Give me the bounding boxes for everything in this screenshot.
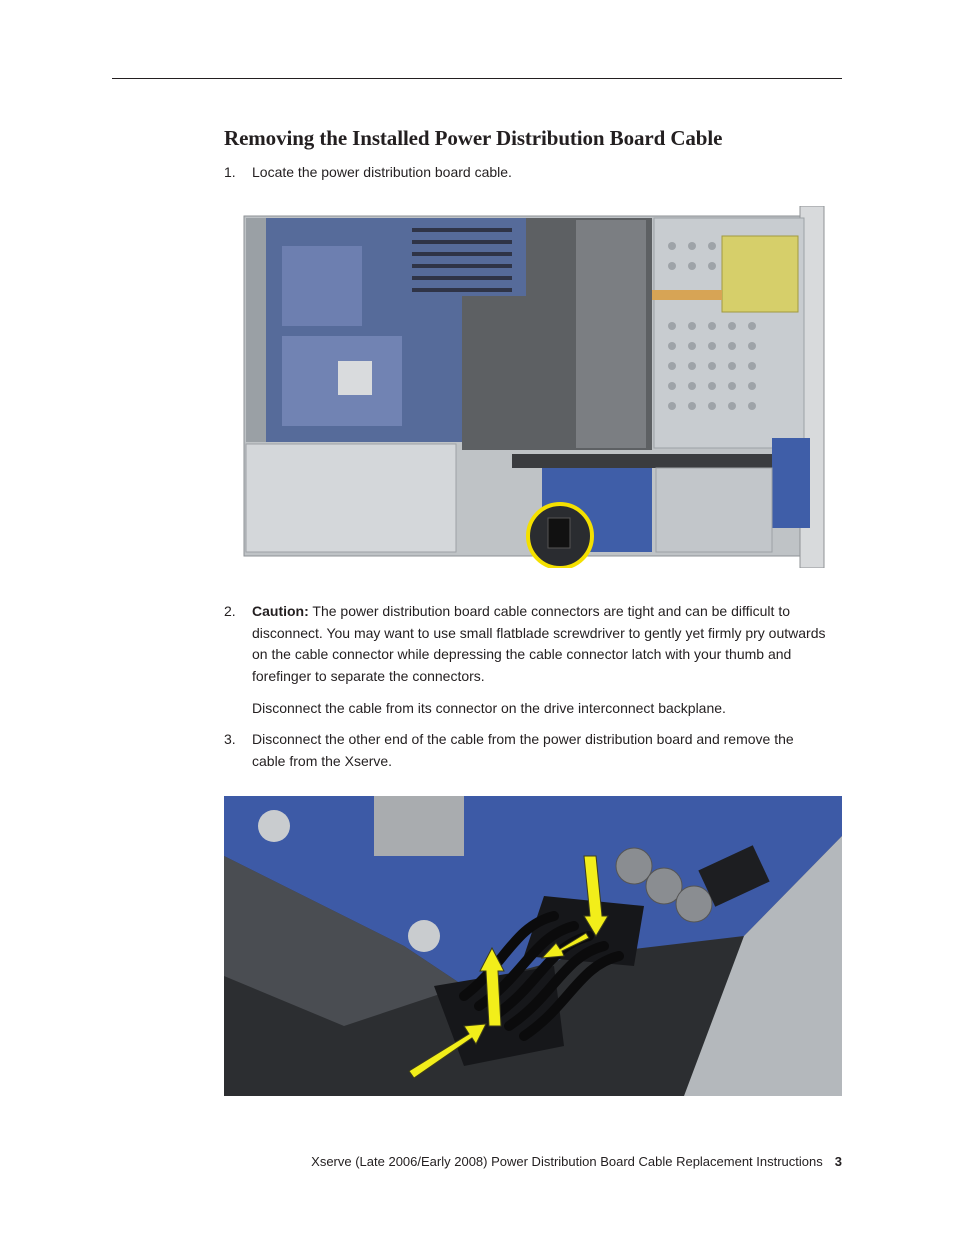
step-2-followup: Disconnect the cable from its connector on the drive interconnect backplane. [252, 700, 726, 716]
step-text: Disconnect the other end of the cable from the power distribution board and remove the cable from the Xserve. [252, 731, 794, 769]
step-number: 3. [224, 731, 236, 747]
caution-text: The power distribution board cable connectors are tight and can be difficult to disconnect. You may want to use small flatblade screwdriver to gently yet firmly pry outwards on the cable connector while depressing the cable connector latch with your thumb and forefinger to separate the connectors. [252, 603, 826, 684]
step-number: 1. [224, 164, 236, 180]
xserve-top-view-photo [242, 206, 826, 568]
header-rule [112, 78, 842, 79]
step-text: Locate the power distribution board cable. [252, 164, 512, 180]
section-heading: Removing the Installed Power Distribution Board Cable [224, 126, 723, 150]
page-number: 3 [834, 1154, 842, 1169]
page-footer [311, 1154, 842, 1169]
cable-connector-closeup-photo [224, 796, 842, 1096]
footer-doc-title: Xserve (Late 2006/Early 2008) Power Distribution Board Cable Replacement Instructions [311, 1154, 823, 1169]
step-number: 2. [224, 603, 236, 619]
caution-label: Caution: [252, 603, 309, 619]
step-text [252, 601, 827, 687]
